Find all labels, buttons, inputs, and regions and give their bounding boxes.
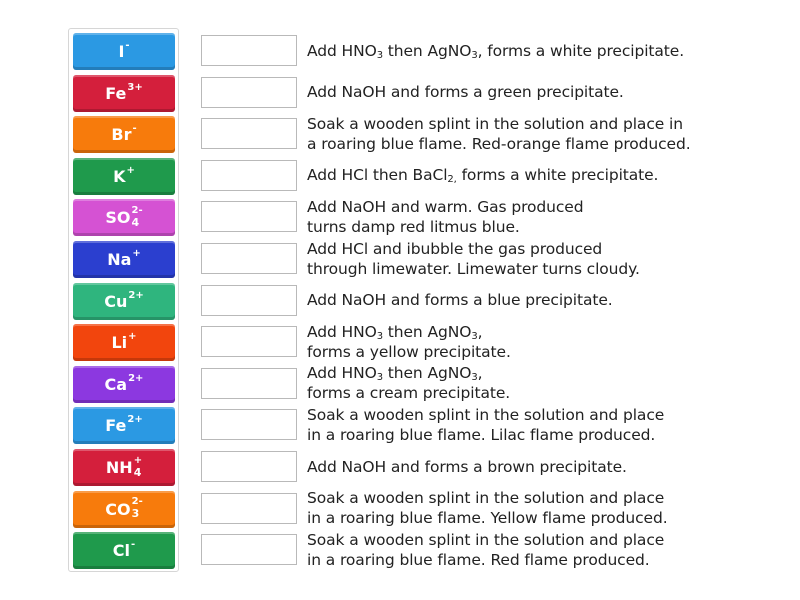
ion-symbol: Cu	[104, 291, 128, 311]
description-line: a roaring blue flame. Red-orange flame produced.	[307, 134, 691, 153]
description-line: Add NaOH and forms a green precipitate.	[307, 83, 624, 102]
ion-tile[interactable]	[73, 116, 175, 153]
ion-charge: 2+	[128, 289, 144, 301]
ion-tile[interactable]	[73, 75, 175, 112]
test-description	[307, 290, 747, 310]
test-description	[307, 530, 747, 570]
tile-bank	[68, 28, 179, 572]
test-description	[307, 457, 747, 477]
ion-charge: + 4	[133, 454, 143, 479]
test-description	[307, 488, 747, 528]
ion-symbol: Fe	[105, 416, 127, 436]
ion-charge: -	[125, 40, 130, 51]
drop-slot[interactable]	[201, 368, 297, 399]
ion-charge: 2+	[128, 372, 144, 384]
ion-charge: 2+	[127, 414, 143, 426]
ion-symbol: Fe	[105, 83, 127, 103]
test-description	[307, 322, 747, 362]
test-description	[307, 82, 747, 102]
drop-slot[interactable]	[201, 285, 297, 316]
ion-tile[interactable]	[73, 366, 175, 403]
ion-symbol: K	[113, 166, 126, 186]
ion-tile[interactable]	[73, 33, 175, 70]
test-description	[307, 405, 747, 445]
test-description	[307, 363, 747, 403]
test-description	[307, 114, 747, 154]
ion-symbol: Ca	[104, 374, 128, 394]
description-line: forms a cream precipitate.	[307, 384, 511, 403]
description-line: in a roaring blue flame. Yellow flame produced.	[307, 509, 668, 528]
ion-tile[interactable]	[73, 241, 175, 278]
description-line: Add $HNO_3$ then AgNO$_3$, forms a white precipitate.	[307, 41, 685, 61]
ion-symbol: NH	[105, 458, 133, 477]
ion-charge: 3+	[127, 81, 143, 93]
ion-charge: -	[132, 123, 137, 135]
ion-symbol: SO	[105, 208, 131, 228]
drop-slot[interactable]	[201, 326, 297, 357]
ion-charge: 2- 4	[131, 204, 143, 229]
test-description	[307, 165, 747, 185]
ion-tile[interactable]	[73, 199, 175, 236]
description-line: in a roaring blue flame. Red flame produced.	[307, 550, 650, 569]
test-description	[307, 41, 747, 61]
ion-symbol: CO	[105, 499, 131, 519]
ion-charge: -	[131, 539, 136, 551]
drop-slot[interactable]	[201, 534, 297, 565]
drop-slot[interactable]	[201, 493, 297, 524]
ion-tile[interactable]	[73, 158, 175, 195]
test-description	[307, 239, 747, 279]
ion-tile[interactable]	[73, 491, 175, 528]
description-line: in a roaring blue flame. Lilac flame produced.	[307, 425, 656, 444]
ion-charge: +	[126, 164, 135, 176]
description-line: Add HCl then BaCl$_{2,}$ forms a white precipitate.	[307, 166, 659, 186]
description-line: Add $HNO_3$ then AgNO$_3$,	[307, 322, 483, 342]
drop-slot[interactable]	[201, 35, 297, 66]
drop-slot[interactable]	[201, 409, 297, 440]
ion-charge: 2- 3	[131, 496, 143, 521]
ion-charge: +	[128, 331, 137, 343]
description-line: Soak a wooden splint in the solution and place	[307, 405, 665, 424]
ion-symbol: Br	[111, 125, 132, 145]
ion-symbol: I	[118, 42, 125, 61]
description-line: Add $HNO_3$ then AgNO$_3$,	[307, 364, 483, 384]
drop-slot[interactable]	[201, 118, 297, 149]
ion-tile[interactable]	[73, 407, 175, 444]
description-line: forms a yellow precipitate.	[307, 342, 511, 361]
description-line: Soak a wooden splint in the solution and place	[307, 489, 665, 508]
description-line: turns damp red litmus blue.	[307, 217, 520, 236]
ion-symbol: Na	[107, 250, 132, 269]
ion-symbol: Cl	[112, 541, 131, 561]
drop-slot[interactable]	[201, 201, 297, 232]
description-line: Add HCl and ibubble the gas produced	[307, 239, 603, 258]
description-line: Soak a wooden splint in the solution and place	[307, 530, 665, 549]
description-line: Add NaOH and warm. Gas produced	[307, 197, 584, 216]
description-line: Add NaOH and forms a brown precipitate.	[307, 457, 627, 476]
ion-tile[interactable]	[73, 449, 175, 486]
description-line: through limewater. Limewater turns cloudy.	[307, 259, 640, 278]
drop-slot[interactable]	[201, 77, 297, 108]
description-line: Soak a wooden splint in the solution and place in	[307, 114, 683, 133]
drop-slot[interactable]	[201, 160, 297, 191]
ion-symbol: Li	[111, 333, 128, 353]
drop-slot[interactable]	[201, 243, 297, 274]
test-description	[307, 197, 747, 237]
ion-tile[interactable]	[73, 532, 175, 569]
ion-charge: +	[132, 248, 141, 259]
description-line: Add NaOH and forms a blue precipitate.	[307, 291, 613, 310]
drop-slot[interactable]	[201, 451, 297, 482]
ion-tile[interactable]	[73, 324, 175, 361]
ion-tile[interactable]	[73, 283, 175, 320]
